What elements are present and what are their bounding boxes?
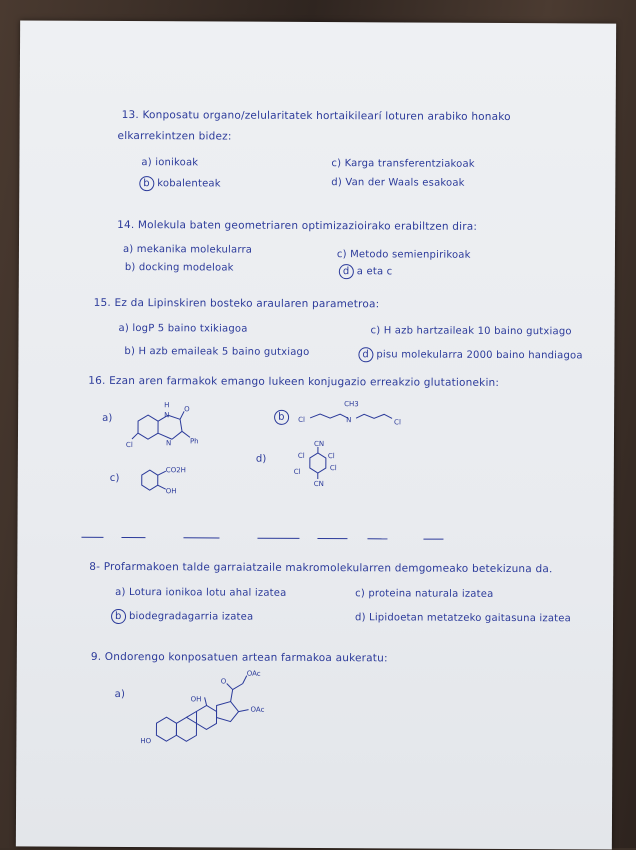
- separator-dash: [423, 539, 443, 540]
- separator-dash: [183, 537, 219, 538]
- steroid-oac-top: OAc: [247, 670, 261, 678]
- q13-stem-line1: 13. Konposatu organo/zelularitatek hortaikilearí loturen arabiko honako: [122, 109, 511, 123]
- structure-d-cl-1: Cl: [298, 452, 305, 460]
- q15-option-c: c) H azb hartzaileak 10 baino gutxiago: [371, 325, 572, 337]
- q13-option-d: d) Van der Waals esakoak: [331, 177, 464, 189]
- structure-d-cl-2: Cl: [328, 452, 335, 460]
- q15-option-d-text: pisu molekularra 2000 baino handiagoa: [376, 349, 582, 361]
- q8-option-a: a) Lotura ionikoa lotu ahal izatea: [115, 587, 286, 599]
- q14-option-d-text: a eta c: [357, 266, 393, 277]
- q16-stem: 16. Ezan aren farmakok emango lukeen konjugazio erreakzio glutationekin:: [88, 375, 499, 389]
- structure-d-cn-top: CN: [314, 440, 324, 448]
- structure-steroid-acetate: [134, 651, 315, 752]
- steroid-ho: HO: [140, 737, 151, 745]
- q15-option-b: b) H azb emaileak 5 baino gutxiago: [124, 346, 309, 358]
- q8-option-d: d) Lipidoetan metatzeko gaitasuna izatea: [355, 612, 571, 624]
- exam-sheet: [16, 20, 616, 849]
- structure-d-chlorothalonil: [288, 440, 358, 500]
- structure-a-benzodiazepine: [126, 401, 206, 461]
- steroid-oh: OH: [191, 695, 202, 703]
- q13-option-a: a) ionikoak: [141, 157, 198, 168]
- q9-option-a-label: a): [115, 689, 125, 700]
- structure-a-n2: N: [166, 439, 171, 447]
- q13-stem-line2: elkarrekintzen bidez:: [118, 130, 232, 143]
- structure-a-ph: Ph: [190, 437, 199, 445]
- structure-a-n1: N: [164, 411, 169, 419]
- q15-option-d: [358, 347, 582, 363]
- structure-c-salicylic-acid: [136, 463, 206, 503]
- q8-option-c: c) proteina naturala izatea: [355, 588, 493, 600]
- structure-c-co2h: CO2H: [166, 466, 186, 474]
- q15-stem: 15. Ez da Lipinskiren bosteko araularen parametroa:: [94, 297, 380, 310]
- separator-dash: [367, 538, 387, 539]
- separator-dash: [257, 538, 299, 539]
- q14-option-c: c) Metodo semienpirikoak: [337, 249, 471, 261]
- separator-dash: [121, 537, 145, 538]
- q15-option-a: a) logP 5 baino txikiagoa: [119, 323, 248, 335]
- q9-stem: 9. Ondorengo konposatuen artean farmakoa aukeratu:: [91, 651, 388, 665]
- q13-option-b-text: kobalenteak: [157, 178, 221, 189]
- q8-option-b-text: biodegradagarria izatea: [129, 611, 253, 623]
- q8-option-b: [111, 609, 253, 625]
- q15-selected-mark: d: [358, 347, 373, 362]
- structure-d-cl-3: Cl: [330, 464, 337, 472]
- structure-d-cl-4: Cl: [294, 468, 301, 476]
- q16-option-b-label: [274, 410, 289, 425]
- structure-b-cl-right: Cl: [394, 418, 401, 426]
- q16-option-c-label: c): [110, 473, 120, 484]
- separator-dash: [317, 538, 347, 539]
- q13-option-b: [139, 176, 221, 191]
- q13-selected-mark: b: [139, 176, 154, 191]
- q14-option-b: b) docking modeloak: [125, 262, 234, 274]
- structure-a-h: H: [164, 401, 169, 409]
- q16-option-d-label: d): [256, 454, 267, 465]
- structure-a-cl: Cl: [126, 441, 133, 449]
- structure-b-ch3: CH3: [344, 400, 359, 408]
- q8-selected-mark: b: [111, 609, 126, 624]
- separator-dash: [81, 537, 103, 538]
- structure-a-o: O: [184, 405, 190, 413]
- q13-option-c: c) Karga transferentziakoak: [331, 158, 474, 170]
- q16-selected-mark: b: [274, 410, 289, 425]
- structure-c-oh: OH: [166, 487, 177, 495]
- q14-stem: 14. Molekula baten geometriaren optimizazioirako erabiltzen dira:: [117, 219, 477, 233]
- steroid-o: O: [221, 678, 227, 686]
- q8-stem: 8- Profarmakoen talde garraiatzaile makromolekularren demgomeako betekizuna da.: [89, 561, 552, 575]
- steroid-oac-right: OAc: [251, 706, 265, 714]
- q14-option-a: a) mekanika molekularra: [123, 244, 252, 256]
- q16-option-a-label: a): [102, 413, 112, 424]
- structure-b-n: N: [346, 416, 351, 424]
- structure-d-cn-bottom: CN: [314, 480, 324, 488]
- q14-selected-mark: d: [339, 264, 354, 279]
- structure-b-cl-left: Cl: [298, 416, 305, 424]
- structure-b-nitrogen-mustard: [298, 400, 408, 441]
- q14-option-d: [339, 264, 393, 279]
